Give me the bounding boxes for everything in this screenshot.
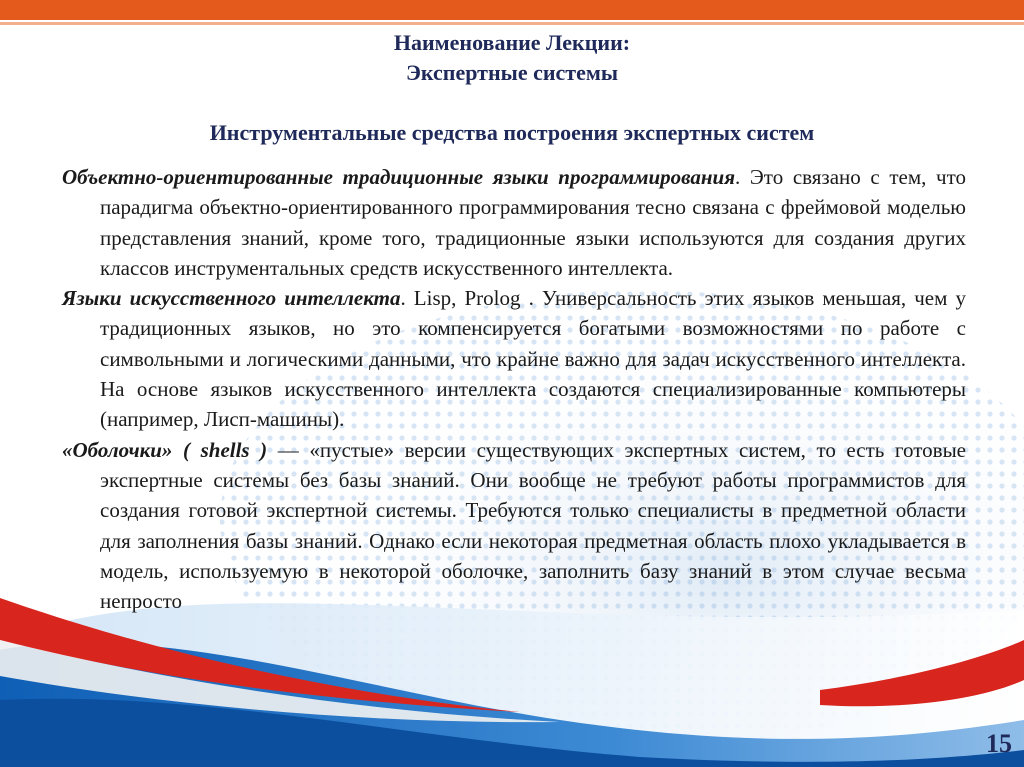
slide-body bbox=[62, 162, 966, 616]
lecture-header bbox=[0, 28, 1024, 88]
term-ai-languages: Языки искусственного интеллекта bbox=[62, 286, 401, 311]
lecture-label: Наименование Лекции: bbox=[393, 30, 631, 55]
page-number: 15 bbox=[986, 729, 1012, 758]
paragraph-text: — «пустые» версии существующих экспертных систем, то есть готовые экспертные системы без базы знаний. Они вообще не требуют работы программистов для создания готовой экспертной системы. Требуются только специалисты в предметной области для заполнения базы знаний. Однако если некоторая предметная область плохо укладывается в модель, используемую в некоторой оболочке, заполнить базу знаний в этом случае весьма непросто bbox=[100, 437, 966, 614]
paragraph-text: . Это связано с тем, что парадигма объектно-ориентированного программирования тесно связана с фреймовой моделью представления знаний, кроме того, традиционные языки используются для создания других классов инструментальных средств искусственного интеллекта. bbox=[100, 165, 966, 280]
slide-subtitle: Инструментальные средства построения экспертных систем bbox=[209, 120, 815, 145]
paragraph-shells bbox=[62, 435, 966, 617]
term-shells: «Оболочки» ( shells ) bbox=[62, 437, 268, 462]
paragraph-ai-languages bbox=[62, 283, 966, 434]
term-oop-languages: Объектно-ориентированные традиционные языки программирования bbox=[62, 165, 736, 189]
paragraph-text: . Lisp, Prolog . Универсальность этих языков меньшая, чем у традиционных языков, но это компенсируется богатыми возможностями по работе с символьными и логическими данными, что крайне важно для задач искусственного интеллекта. На основе языков искусственного интеллекта создаются специализированные компьютеры (например, Лисп-машины). bbox=[100, 286, 966, 432]
lecture-title: Экспертные системы bbox=[405, 60, 619, 85]
paragraph-oop-languages bbox=[62, 162, 966, 283]
